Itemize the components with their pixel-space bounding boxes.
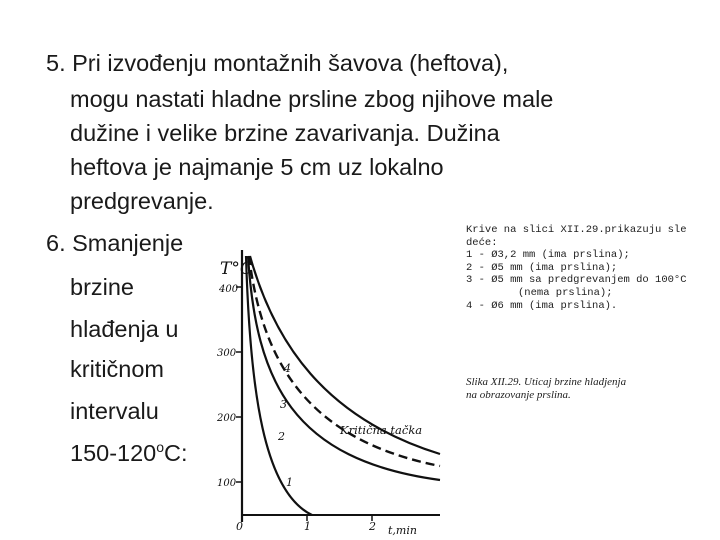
x-tick-label: 0 [236, 520, 243, 533]
curve-label-4: 4 [284, 362, 291, 375]
y-tick-label: 100 [217, 478, 237, 489]
temp-unit: C: [164, 440, 188, 466]
y-tick-label: 300 [217, 348, 237, 359]
p6-line-1: 6. Smanjenje [46, 230, 184, 256]
legend-line: (nema prslina); [518, 286, 613, 299]
p6-line-4: kritičnom [70, 356, 165, 382]
p5-line-1: 5. Pri izvođenju montažnih šavova (heftova), [46, 50, 509, 76]
y-axis-label: T°C [220, 259, 253, 279]
curve-legend [466, 224, 716, 312]
curve-2 [248, 256, 440, 480]
curve-label-3: 3 [280, 398, 287, 411]
p5-line-2: mogu nastati hladne prsline zbog njihove male [70, 86, 554, 112]
p6-line-5: intervalu [70, 398, 159, 424]
y-tick-label: 200 [217, 413, 237, 424]
legend-line: 3 - Ø5 mm sa predgrevanjem do 100°C [466, 274, 687, 287]
x-axis-label: t,min [388, 524, 417, 537]
curve-label-1: 1 [286, 476, 293, 489]
p6-line-3: hlađenja u [70, 316, 179, 342]
legend-line: 2 - Ø5 mm (ima prslina); [466, 261, 618, 274]
p6-line-2: brzine [70, 274, 135, 300]
cooling-curves-figure [212, 222, 442, 538]
temp-range: 150-120 [70, 440, 157, 466]
legend-line: Krive na slici XII.29.prikazuju sle [466, 224, 687, 236]
curve-1 [246, 256, 312, 515]
caption-line: na obrazovanje prslina. [466, 388, 571, 401]
curve-label-2: 2 [278, 430, 285, 443]
p5-line-3: dužine i velike brzine zavarivanja. Dužina [70, 120, 500, 146]
legend-line: 4 - Ø6 mm (ima prslina). [466, 299, 618, 312]
critical-point-label: Kritična tačka [340, 423, 423, 437]
x-tick-label: 1 [304, 520, 311, 533]
y-tick-label: 400 [219, 284, 239, 295]
degree-sup: o [156, 439, 165, 455]
x-tick-label: 2 [369, 520, 376, 533]
legend-line: 1 - Ø3,2 mm (ima prslina); [466, 249, 630, 262]
p6-line-6 [70, 438, 188, 468]
p5-line-4: heftova je najmanje 5 cm uz lokalno [70, 154, 444, 180]
legend-line: deće: [466, 236, 498, 249]
p5-line-5: predgrevanje. [70, 188, 214, 214]
caption-line: Slika XII.29. Uticaj brzine hladjenja [466, 376, 627, 388]
figure-caption [466, 376, 716, 401]
